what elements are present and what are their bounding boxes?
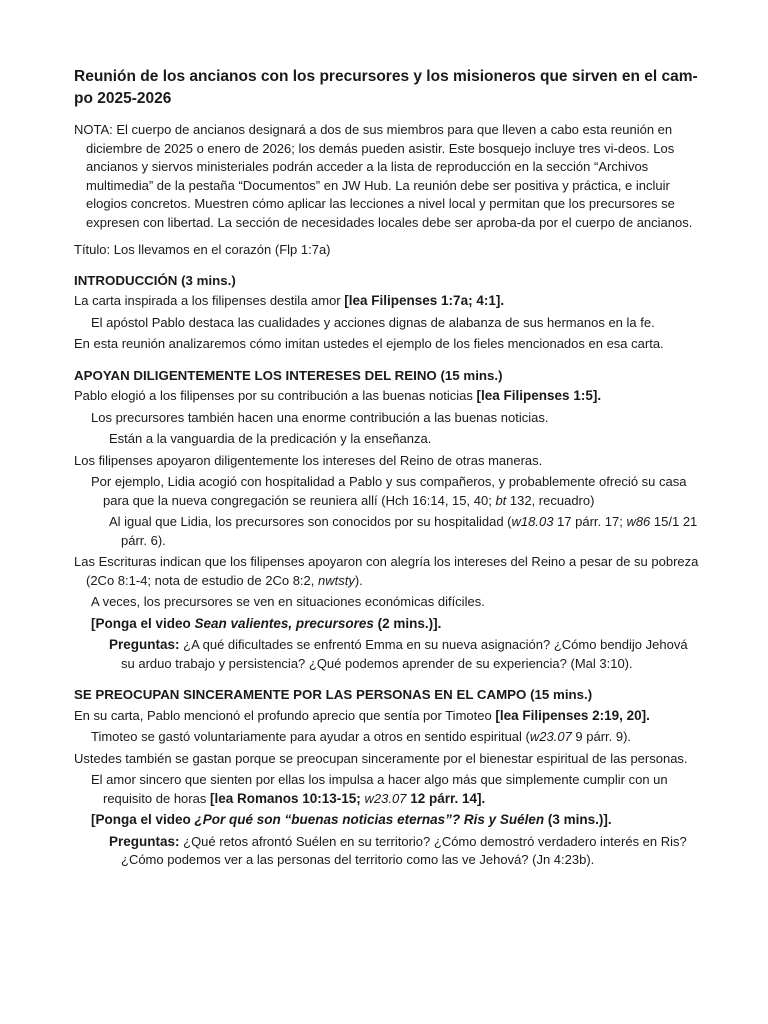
publication-ref-w86: w86: [626, 514, 651, 529]
field-questions: [109, 833, 702, 870]
field-point-4: [91, 771, 702, 808]
field-scripture-ref-romans: [lea Romanos 10:13-15;: [209, 790, 365, 806]
publication-ref-w2307: w23.07: [529, 729, 572, 744]
intro-point-2: El apóstol Pablo destaca las cualidades y acciones dignas de alabanza de sus hermanos en la fe.: [91, 314, 655, 330]
document-page: [74, 66, 702, 870]
kingdom-point-6: [109, 513, 702, 550]
kingdom-point-7-end: ).: [354, 572, 363, 588]
kingdom-questions: [109, 636, 702, 673]
kingdom-point-6-end: 15/1 21 párr. 6).: [121, 514, 698, 548]
intro-point-1-text: La carta inspirada a los filipenses destila amor: [74, 293, 345, 308]
field-point-4-text: El amor sincero que sienten por ellas los impulsa a hacer algo más que simplemente cumplir con un requisito de horas: [91, 772, 668, 806]
field-point-3: Ustedes también se gastan porque se preocupan sinceramente por el bienestar espiritual de las personas.: [74, 750, 688, 766]
kingdom-point-5-end: 132, recuadro): [506, 492, 595, 508]
kingdom-video-instruction: [91, 615, 702, 634]
publication-ref-w2307-b: w23.07: [364, 790, 407, 806]
publication-ref-w1803: w18.03: [511, 514, 554, 529]
video-instruction-close: (3 mins.)].: [544, 812, 612, 827]
field-point-1-text: En su carta, Pablo mencionó el profundo aprecio que sentía por Timoteo: [74, 707, 496, 723]
field-point-2: [91, 728, 702, 747]
field-point-2-end: 9 párr. 9).: [571, 729, 632, 744]
kingdom-scripture-ref: [lea Filipenses 1:5].: [476, 388, 602, 403]
section-heading-intro: INTRODUCCIÓN (3 mins.): [74, 272, 236, 288]
kingdom-point-5-text: Por ejemplo, Lidia acogió con hospitalidad a Pablo y sus compañeros, y probablemente ofreció su casa para que la nueva congregación se reuniera allí (Hch 16:14, 15, 40;: [91, 474, 687, 508]
kingdom-point-1-text: Pablo elogió a los filipenses por su contribución a las buenas noticias: [74, 388, 477, 403]
intro-point-3: En esta reunión analizaremos cómo imitan ustedes el ejemplo de los fieles mencionados en esa carta.: [74, 336, 664, 351]
note-text: El cuerpo de ancianos designará a dos de sus miembros para que lleven a cabo esta reunión en diciembre de 2025 o enero de 2026; los demás pueden asistir. Este bosquejo incluye tres vi-deos. Los ancianos y siervos ministeriales podrán acceder a la lista de reproducción en la sección “Archivos multimedia” de la pestaña “Documentos” en JW Hub. La reunión debe ser positiva y práctica, e incluir elogios concretos. Muestren cómo aplicar las lecciones a nivel local y permitan que los precursores se expresen con libertad. La sección de necesidades locales debe ser aproba-da por el cuerpo de ancianos.: [86, 122, 693, 230]
questions-label: Preguntas:: [109, 833, 180, 849]
kingdom-point-6-mid: 17 párr. 17;: [553, 514, 627, 529]
kingdom-point-6-text: Al igual que Lidia, los precursores son conocidos por su hospitalidad (: [109, 514, 512, 529]
field-scripture-ref: [lea Filipenses 2:19, 20].: [495, 707, 650, 723]
video-instruction-close: (2 mins.)].: [373, 615, 442, 631]
note-label: NOTA:: [74, 122, 113, 137]
video-instruction-open: [Ponga el video: [91, 812, 195, 827]
video-instruction-open: [Ponga el video: [91, 615, 195, 631]
section-heading-kingdom: APOYAN DILIGENTEMENTE LOS INTERESES DEL REINO (15 mins.): [74, 367, 503, 383]
field-point-1: [74, 707, 702, 726]
kingdom-point-2: Los precursores también hacen una enorme contribución a las buenas noticias.: [91, 409, 549, 425]
kingdom-point-7-text: Las Escrituras indican que los filipenses apoyaron con alegría los intereses del Reino a pesar de su pobreza (2Co 8:1-4; nota de estudio de 2Co 8:2,: [74, 554, 699, 588]
kingdom-point-7: [74, 553, 702, 590]
questions-text: ¿Qué retos afrontó Suélen en su territorio? ¿Cómo demostró verdadero interés en Ris? ¿Cómo podemos ver a las personas del territorio como las ve Jehová? (Jn 4:23b).: [121, 833, 687, 867]
questions-text: ¿A qué dificultades se enfrentó Emma en su nueva asignación? ¿Cómo bendijo Jehová su arduo trabajo y persistencia? ¿Qué podemos aprender de su experiencia? (Mal 3:10).: [121, 637, 688, 671]
kingdom-point-1: [74, 387, 702, 406]
video-title-brave-pioneers: Sean valientes, precursores: [194, 615, 374, 631]
intro-point-1: [74, 292, 702, 311]
publication-ref-bt: bt: [495, 492, 507, 508]
intro-scripture-ref: [lea Filipenses 1:7a; 4:1].: [344, 293, 505, 308]
publication-ref-nwtsty: nwtsty: [318, 572, 355, 588]
questions-label: Preguntas:: [109, 637, 180, 652]
field-point-4-end: 12 párr. 14].: [406, 790, 486, 806]
section-heading-field: SE PREOCUPAN SINCERAMENTE POR LAS PERSONAS EN EL CAMPO (15 mins.): [74, 687, 593, 702]
field-video-instruction: [91, 811, 702, 830]
document-title: Reunión de los ancianos con los precursores y los misioneros que sirven en el cam-po 2025-2026: [74, 68, 698, 107]
kingdom-point-3: Están a la vanguardia de la predicación y la enseñanza.: [109, 431, 432, 446]
field-point-2-text: Timoteo se gastó voluntariamente para ayudar a otros en sentido espiritual (: [91, 729, 530, 744]
kingdom-point-5: [91, 473, 702, 510]
talk-theme: Título: Los llevamos en el corazón (Flp 1:7a): [74, 242, 331, 257]
note-paragraph: [74, 121, 702, 232]
video-title-good-news: ¿Por qué son “buenas noticias eternas”? Ris y Suélen: [194, 812, 545, 827]
kingdom-point-8: A veces, los precursores se ven en situaciones económicas difíciles.: [91, 594, 485, 609]
kingdom-point-4: Los filipenses apoyaron diligentemente los intereses del Reino de otras maneras.: [74, 452, 543, 468]
